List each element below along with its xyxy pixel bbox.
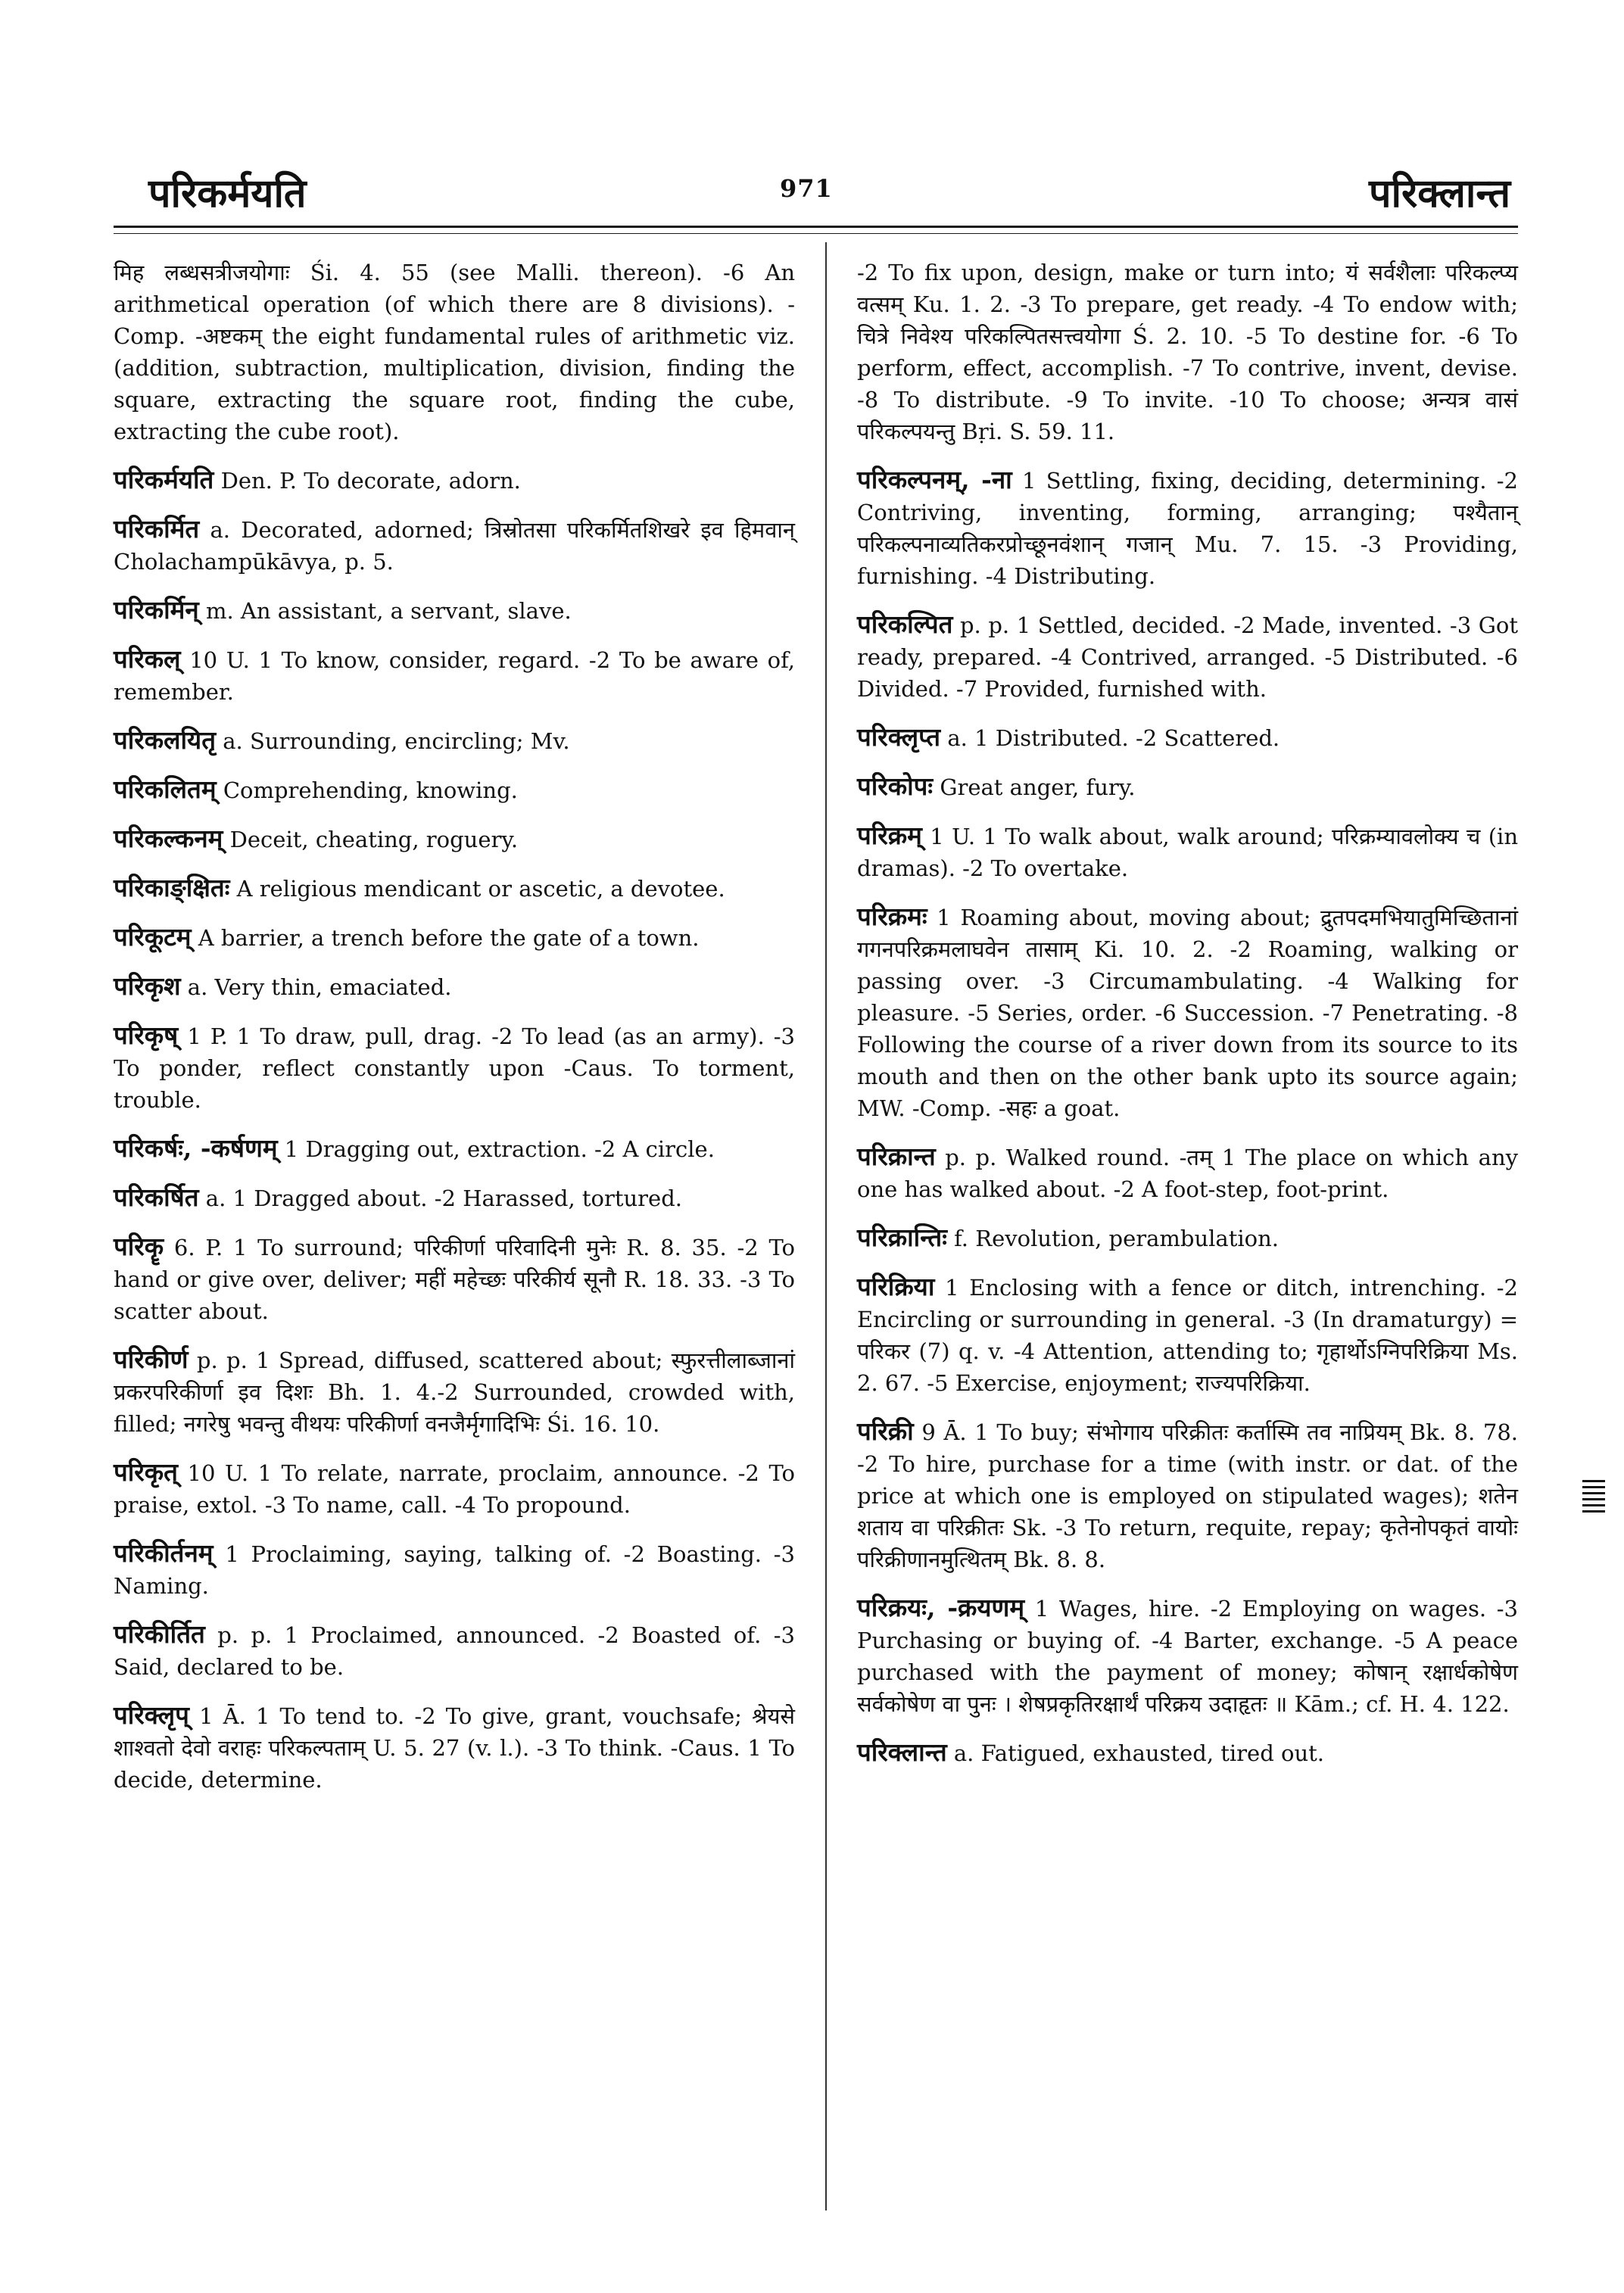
entry-headword: परिकर्मित [114,514,200,544]
entry-text: Deceit, cheating, roguery. [229,827,519,852]
entry-headword: परिकीर्तनम् [114,1538,214,1568]
entry-text: f. Revolution, perambulation. [954,1226,1279,1251]
entry-text: p. p. 1 Spread, diffused, scattered about; स्फुरत्तीलाब्जानां प्रकरपरिकीर्णा इव दिशः Bh. 1. 4.-2 Surrounded, crowded with, filled; नगरेषु भवन्तु वीथयः परिकीर्णा वनजैर्मृगादिभिः Śi. 16. 10. [114,1347,795,1437]
dictionary-entry [857,256,1518,447]
dictionary-entry [114,1618,795,1683]
dictionary-entry [857,820,1518,884]
dictionary-entry [857,1737,1518,1769]
entry-headword: परिकृत् [114,1457,178,1487]
entry-text: 1 Proclaiming, saying, talking of. -2 Boasting. -3 Naming. [114,1541,796,1599]
entry-text: 1 Wages, hire. -2 Employing on wages. -3 Purchasing or buying of. -4 Barter, exchange. -5 A peace purchased with the payment of money; कोषान् रक्षार्धकोषेण सर्वकोषेण वा पुनः । शेषप्रकृतिरक्षार्थं परिक्रय उदाहृतः ॥ Kām.; cf. H. 4. 122. [857,1596,1518,1717]
header-right-guide-word: परिक्लान्त [1369,170,1510,217]
dictionary-entry [114,1020,795,1116]
entry-headword: परिकृश [114,971,181,1001]
entry-headword: परिक्लान्त [857,1737,947,1767]
dictionary-entry [857,901,1518,1124]
dictionary-entry [857,1222,1518,1254]
entry-text: p. p. Walked round. -तम् 1 The place on which any one has walked about. -2 A foot-step, foot-print. [857,1145,1519,1202]
dictionary-entry [857,1271,1518,1399]
dictionary-entry [857,1592,1518,1720]
entry-headword: परिकॄ [114,1232,164,1261]
entry-text: 1 Ā. 1 To tend to. -2 To give, grant, vouchsafe; श्रेयसे शाश्वतो देवो वराहः परिकल्पताम् U. 5. 27 (v. l.). -3 To think. -Caus. 1 To decide, determine. [114,1703,796,1793]
entry-text: a. Surrounding, encircling; Mv. [223,728,570,754]
entry-text: m. An assistant, a servant, slave. [205,598,572,624]
dictionary-entry [857,609,1518,705]
entry-headword: परिक्रयः, -क्रयणम् [857,1593,1025,1622]
entry-text: Great anger, fury. [940,774,1136,800]
entry-text: p. p. 1 Settled, decided. -2 Made, invented. -3 Got ready, prepared. -4 Contrived, arranged. -5 Distributed. -6 Divided. -7 Provided, furnished with. [857,612,1519,702]
entry-text: p. p. 1 Proclaimed, announced. -2 Boasted of. -3 Said, declared to be. [114,1622,795,1680]
entry-text: 9 Ā. 1 To buy; संभोगाय परिक्रीतः कर्तास्मि तव नाप्रियम् Bk. 8. 78. -2 To hire, purchase for a time (with instr. or dat. of the price at which one is employed on stipulated wages); शतेन शताय वा परिक्रीतः Sk. -3 To return, requite, repay; कृतेनोपकृतं वायोः परिक्रीणानमुत्थितम् Bk. 8. 8. [857,1419,1519,1572]
left-column [114,256,795,1812]
dictionary-entry [114,872,795,905]
dictionary-entry [114,513,795,578]
dictionary-entry [857,771,1518,803]
entry-headword: परिक्रिया [857,1272,935,1301]
right-column [857,256,1518,1786]
dictionary-entry [857,1416,1518,1575]
dictionary-entry [114,256,795,447]
entry-text: 1 Enclosing with a fence or ditch, intrenching. -2 Encircling or surrounding in general. -3 (In dramaturgy) = परिकर (7) q. v. -4 Attention, attending to; गृहार्थोऽग्निपरिक्रिया Ms. 2. 67. -5 Exercise, enjoyment; राज्यपरिक्रिया. [857,1275,1519,1396]
entry-headword: परिकलयितृ [114,725,217,755]
entry-headword: परिक्रम् [857,821,922,850]
page-number: 971 [780,174,833,203]
entry-headword: परिकर्मयति [114,465,214,494]
entry-headword: परिकीर्तित [114,1619,205,1649]
dictionary-entry [114,774,795,806]
entry-headword: परिकीर्ण [114,1344,189,1374]
entry-text: a. Decorated, adorned; त्रिस्रोतसा परिकर्मितशिखरे इव हिमवान् Cholachampūkāvya, p. 5. [114,517,796,575]
entry-headword: परिकर्षः, -कर्षणम् [114,1133,278,1163]
entry-text: A religious mendicant or ascetic, a devotee. [236,876,725,902]
entry-headword: परिकल्पित [857,609,953,639]
dictionary-entry [114,724,795,757]
entry-text: मिह लब्धसत्रीजयोगाः Śi. 4. 55 (see Malli. thereon). -6 An arithmetical operation (of which there are 8 divisions). -Comp. -अष्टकम् the eight fundamental rules of arithmetic viz. (addition, subtraction, multiplication, division, finding the square, extracting the square root, finding the cube, extracting the cube root). [114,260,795,444]
entry-headword: परिक्लृप् [114,1700,189,1730]
entry-text: 1 Roaming about, moving about; द्रुतपदमभियातुमिच्छितानां गगनपरिक्रमलाघवेन तासाम् Ki. 10. 2. -2 Roaming, walking or passing over. -3 Circumambulating. -4 Walking for pleasure. -5 Series, order. -6 Succession. -7 Penetrating. -8 Following the course of a river down from its source to its mouth and then on the other bank upto its source again; MW. -Comp. -सहः a goat. [857,905,1518,1121]
entry-headword: परिकर्मिन् [114,595,199,625]
header-rule-thin [114,233,1518,234]
dictionary-entry [857,464,1518,592]
dictionary-entry [114,1132,795,1165]
entry-headword: परिकर्षित [114,1182,199,1212]
entry-text: 10 U. 1 To know, consider, regard. -2 To be aware of, remember. [114,647,796,705]
margin-thumb-mark [1582,1480,1605,1516]
entry-headword: परिक्रान्तिः [857,1223,947,1252]
entry-headword: परिकूटम् [114,922,192,952]
dictionary-entry [114,643,795,708]
dictionary-entry [114,970,795,1003]
dictionary-entry [114,921,795,954]
entry-headword: परिकृष् [114,1020,179,1050]
dictionary-entry [114,594,795,627]
dictionary-entry [114,1182,795,1214]
entry-text: A barrier, a trench before the gate of a town. [198,925,700,951]
entry-text: 10 U. 1 To relate, narrate, proclaim, announce. -2 To praise, extol. -3 To name, call. -4 To propound. [114,1460,795,1518]
dictionary-entry [114,1537,795,1602]
column-separator [825,242,827,2210]
dictionary-entry [857,1141,1518,1205]
entry-text: -2 To fix upon, design, make or turn into; यं सर्वशैलाः परिकल्प्य वत्सम् Ku. 1. 2. -3 To prepare, get ready. -4 To endow with; चित्रे निवेश्य परिकल्पितसत्त्वयोगा Ś. 2. 10. -5 To destine for. -6 To perform, effect, accomplish. -7 To contrive, invent, devise. -8 To distribute. -9 To invite. -10 To choose; अन्यत्र वासं परिकल्पयन्तु Bṛi. S. 59. 11. [857,260,1518,444]
dictionary-entry [114,1231,795,1327]
entry-headword: परिक्रान्त [857,1142,936,1171]
entry-text: a. 1 Dragged about. -2 Harassed, tortured. [205,1185,682,1211]
dictionary-entry [857,721,1518,754]
entry-text: a. Very thin, emaciated. [187,974,452,1000]
entry-text: 1 Settling, fixing, deciding, determining. -2 Contriving, inventing, forming, arranging; पश्यैतान् परिकल्पनाव्यतिकरप्रोच्छूनवंशान् गजान् Mu. 7. 15. -3 Providing, furnishing. -4 Distributing. [857,468,1519,589]
entry-headword: परिकलितम् [114,774,217,804]
entry-text: Den. P. To decorate, adorn. [220,468,521,494]
entry-headword: परिक्लृप्त [857,722,941,752]
entry-headword: परिकल्कनम् [114,824,223,853]
entry-text: 6. P. 1 To surround; परिकीर्णा परिवादिनी मुनेः R. 8. 35. -2 To hand or give over, deliver; महीं महेच्छः परिकीर्य सूनौ R. 18. 33. -3 To scatter about. [114,1235,795,1324]
entry-text: Comprehending, knowing. [223,777,518,803]
entry-headword: परिकल्पनम्, -ना [857,465,1012,494]
dictionary-entry [114,1456,795,1521]
entry-headword: परिकाङ्क्षितः [114,873,230,902]
entry-headword: परिक्रमः [857,902,927,931]
entry-text: 1 U. 1 To walk about, walk around; परिक्रम्यावलोक्य च (in dramas). -2 To overtake. [857,824,1518,881]
entry-headword: परिकोपः [857,771,934,801]
entry-headword: परिकल् [114,644,181,674]
dictionary-entry [114,1699,795,1796]
dictionary-entry [114,1344,795,1440]
entry-text: 1 P. 1 To draw, pull, drag. -2 To lead (as an army). -3 To ponder, reflect constantly upon -Caus. To torment, trouble. [114,1023,796,1113]
header-rule [114,226,1518,228]
dictionary-entry [114,464,795,497]
entry-headword: परिक्री [857,1416,914,1446]
dictionary-entry [114,823,795,855]
header-left-guide-word: परिकर्मयति [148,170,307,217]
entry-text: a. 1 Distributed. -2 Scattered. [947,725,1280,751]
entry-text: 1 Dragging out, extraction. -2 A circle. [284,1136,715,1162]
entry-text: a. Fatigued, exhausted, tired out. [953,1740,1324,1766]
